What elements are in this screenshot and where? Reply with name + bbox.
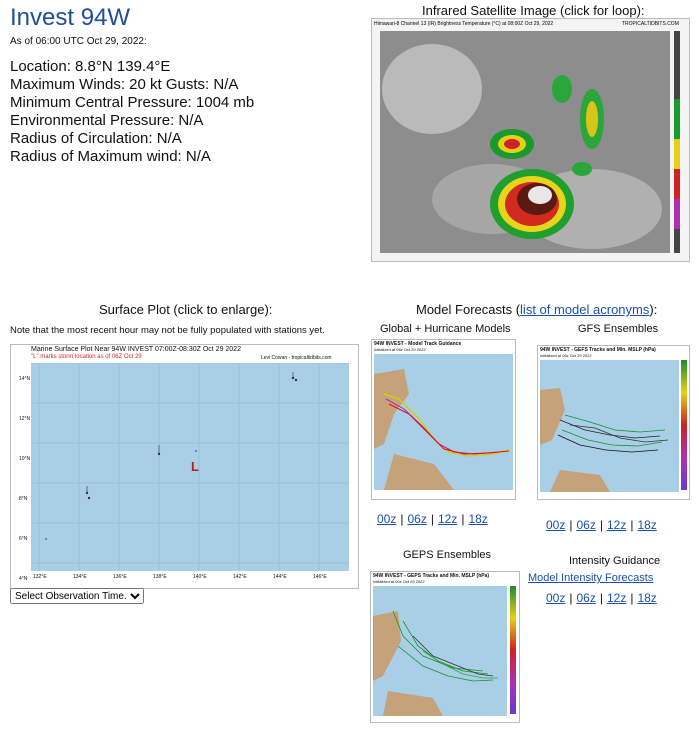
- surface-plot-credit: Levi Cowan - tropicaltidbits.com: [261, 355, 332, 361]
- stat-location: Location: 8.8°N 139.4°E: [10, 58, 171, 75]
- intensity-run-links: 00z | 06z | 12z | 18z: [546, 591, 657, 605]
- global-run-link-12z[interactable]: 12z: [437, 512, 458, 526]
- model-forecasts-heading: [416, 302, 657, 317]
- y-tick-label: 4°N: [19, 576, 28, 582]
- intensity-run-link-12z[interactable]: 12z: [606, 591, 627, 605]
- satellite-image-graphic: [372, 19, 689, 261]
- y-tick-label: 6°N: [19, 536, 28, 542]
- x-tick-label: 132°E: [33, 574, 47, 580]
- stat-radius-max-wind: Radius of Maximum wind: N/A: [10, 148, 211, 165]
- global-models-title: Global + Hurricane Models: [380, 323, 511, 335]
- x-tick-label: 142°E: [233, 574, 247, 580]
- global-run-link-00z[interactable]: 00z: [377, 512, 397, 526]
- gfs-run-links: 00z | 06z | 12z | 18z: [546, 518, 657, 532]
- observation-time-select[interactable]: [10, 588, 144, 604]
- model-intensity-forecasts-link[interactable]: Model Intensity Forecasts: [528, 572, 654, 584]
- stat-radius-circulation: Radius of Circulation: N/A: [10, 130, 182, 147]
- gfs-run-link-00z[interactable]: 00z: [546, 518, 566, 532]
- intensity-guidance-title: Intensity Guidance: [569, 555, 661, 567]
- surface-y-axis: [19, 359, 30, 589]
- intensity-run-link-00z[interactable]: 00z: [546, 591, 566, 605]
- x-tick-label: 144°E: [273, 574, 287, 580]
- x-tick-label: 138°E: [153, 574, 167, 580]
- y-tick-label: 14°N: [19, 376, 31, 382]
- model-forecasts-prefix: Model Forecasts (: [416, 302, 521, 317]
- storm-location-marker: L: [191, 459, 199, 474]
- surface-note: Note that the most recent hour may not be fully populated with stations yet.: [10, 325, 325, 336]
- gfs-run-link-12z[interactable]: 12z: [606, 518, 627, 532]
- geps-chart-title: 94W INVEST - GEPS Tracks and Min. MSLP (hPa): [373, 573, 490, 579]
- y-tick-label: 12°N: [19, 416, 31, 422]
- surface-plot[interactable]: [10, 344, 359, 589]
- x-tick-label: 134°E: [73, 574, 87, 580]
- geps-colorbar: [510, 586, 516, 714]
- geps-chart-sub: Initialized at 00z Oct 29 2022: [373, 579, 425, 584]
- gfs-chart-title: 94W INVEST - GEFS Tracks and Min. MSLP (hPa): [540, 347, 656, 353]
- y-tick-label: 10°N: [19, 456, 31, 462]
- stat-env-pressure: Environmental Pressure: N/A: [10, 112, 204, 129]
- global-run-link-06z[interactable]: 06z: [407, 512, 427, 526]
- x-tick-label: 140°E: [193, 574, 207, 580]
- surface-plot-title: Marine Surface Plot Near 94W INVEST 07:00Z-08:30Z Oct 29 2022: [31, 346, 241, 353]
- global-run-links: 00z | 06z | 12z | 18z: [377, 512, 488, 526]
- surface-map: [31, 363, 349, 571]
- stat-min-pressure: Minimum Central Pressure: 1004 mb: [10, 94, 255, 111]
- global-models-chart[interactable]: [371, 339, 516, 500]
- stat-max-winds: Maximum Winds: 20 kt Gusts: N/A: [10, 76, 239, 93]
- gfs-run-link-06z[interactable]: 06z: [576, 518, 596, 532]
- satellite-heading: Infrared Satellite Image (click for loop):: [422, 3, 645, 18]
- surface-plot-subtitle: "L" marks storm location as of 06Z Oct 29: [31, 354, 142, 360]
- global-run-link-18z[interactable]: 18z: [468, 512, 488, 526]
- gfs-chart-sub: Initialized at 06z Oct 29 2022: [540, 353, 592, 358]
- storm-stats: [10, 58, 254, 166]
- intensity-run-link-18z[interactable]: 18z: [637, 591, 657, 605]
- gfs-run-link-18z[interactable]: 18z: [637, 518, 657, 532]
- gfs-colorbar: [681, 360, 687, 490]
- geps-ensembles-title: GEPS Ensembles: [403, 549, 492, 561]
- satellite-credit: TROPICALTIDBITS.COM: [622, 21, 679, 27]
- as-of-timestamp: As of 06:00 UTC Oct 29, 2022:: [10, 36, 147, 47]
- global-chart-title: 94W INVEST - Model Track Guidance: [374, 341, 462, 347]
- model-acronyms-link[interactable]: list of model acronyms: [520, 302, 650, 317]
- gfs-ensembles-title: GFS Ensembles: [578, 323, 659, 335]
- gfs-ensembles-chart[interactable]: [537, 345, 690, 500]
- y-tick-label: 8°N: [19, 496, 28, 502]
- model-forecasts-suffix: ):: [649, 302, 658, 317]
- satellite-image-title: Himawari-8 Channel 13 (IR) Brightness Temperature (°C) at 08:00Z Oct 29, 2022: [374, 21, 554, 27]
- page-title: Invest 94W: [10, 4, 131, 31]
- intensity-run-link-06z[interactable]: 06z: [576, 591, 596, 605]
- global-chart-sub: Initialized at 06z Oct 29 2022: [374, 347, 426, 352]
- geps-ensembles-chart[interactable]: [370, 571, 520, 723]
- x-tick-label: 136°E: [113, 574, 127, 580]
- satellite-image[interactable]: [371, 18, 690, 262]
- x-tick-label: 146°E: [313, 574, 327, 580]
- surface-heading: Surface Plot (click to enlarge):: [99, 302, 273, 317]
